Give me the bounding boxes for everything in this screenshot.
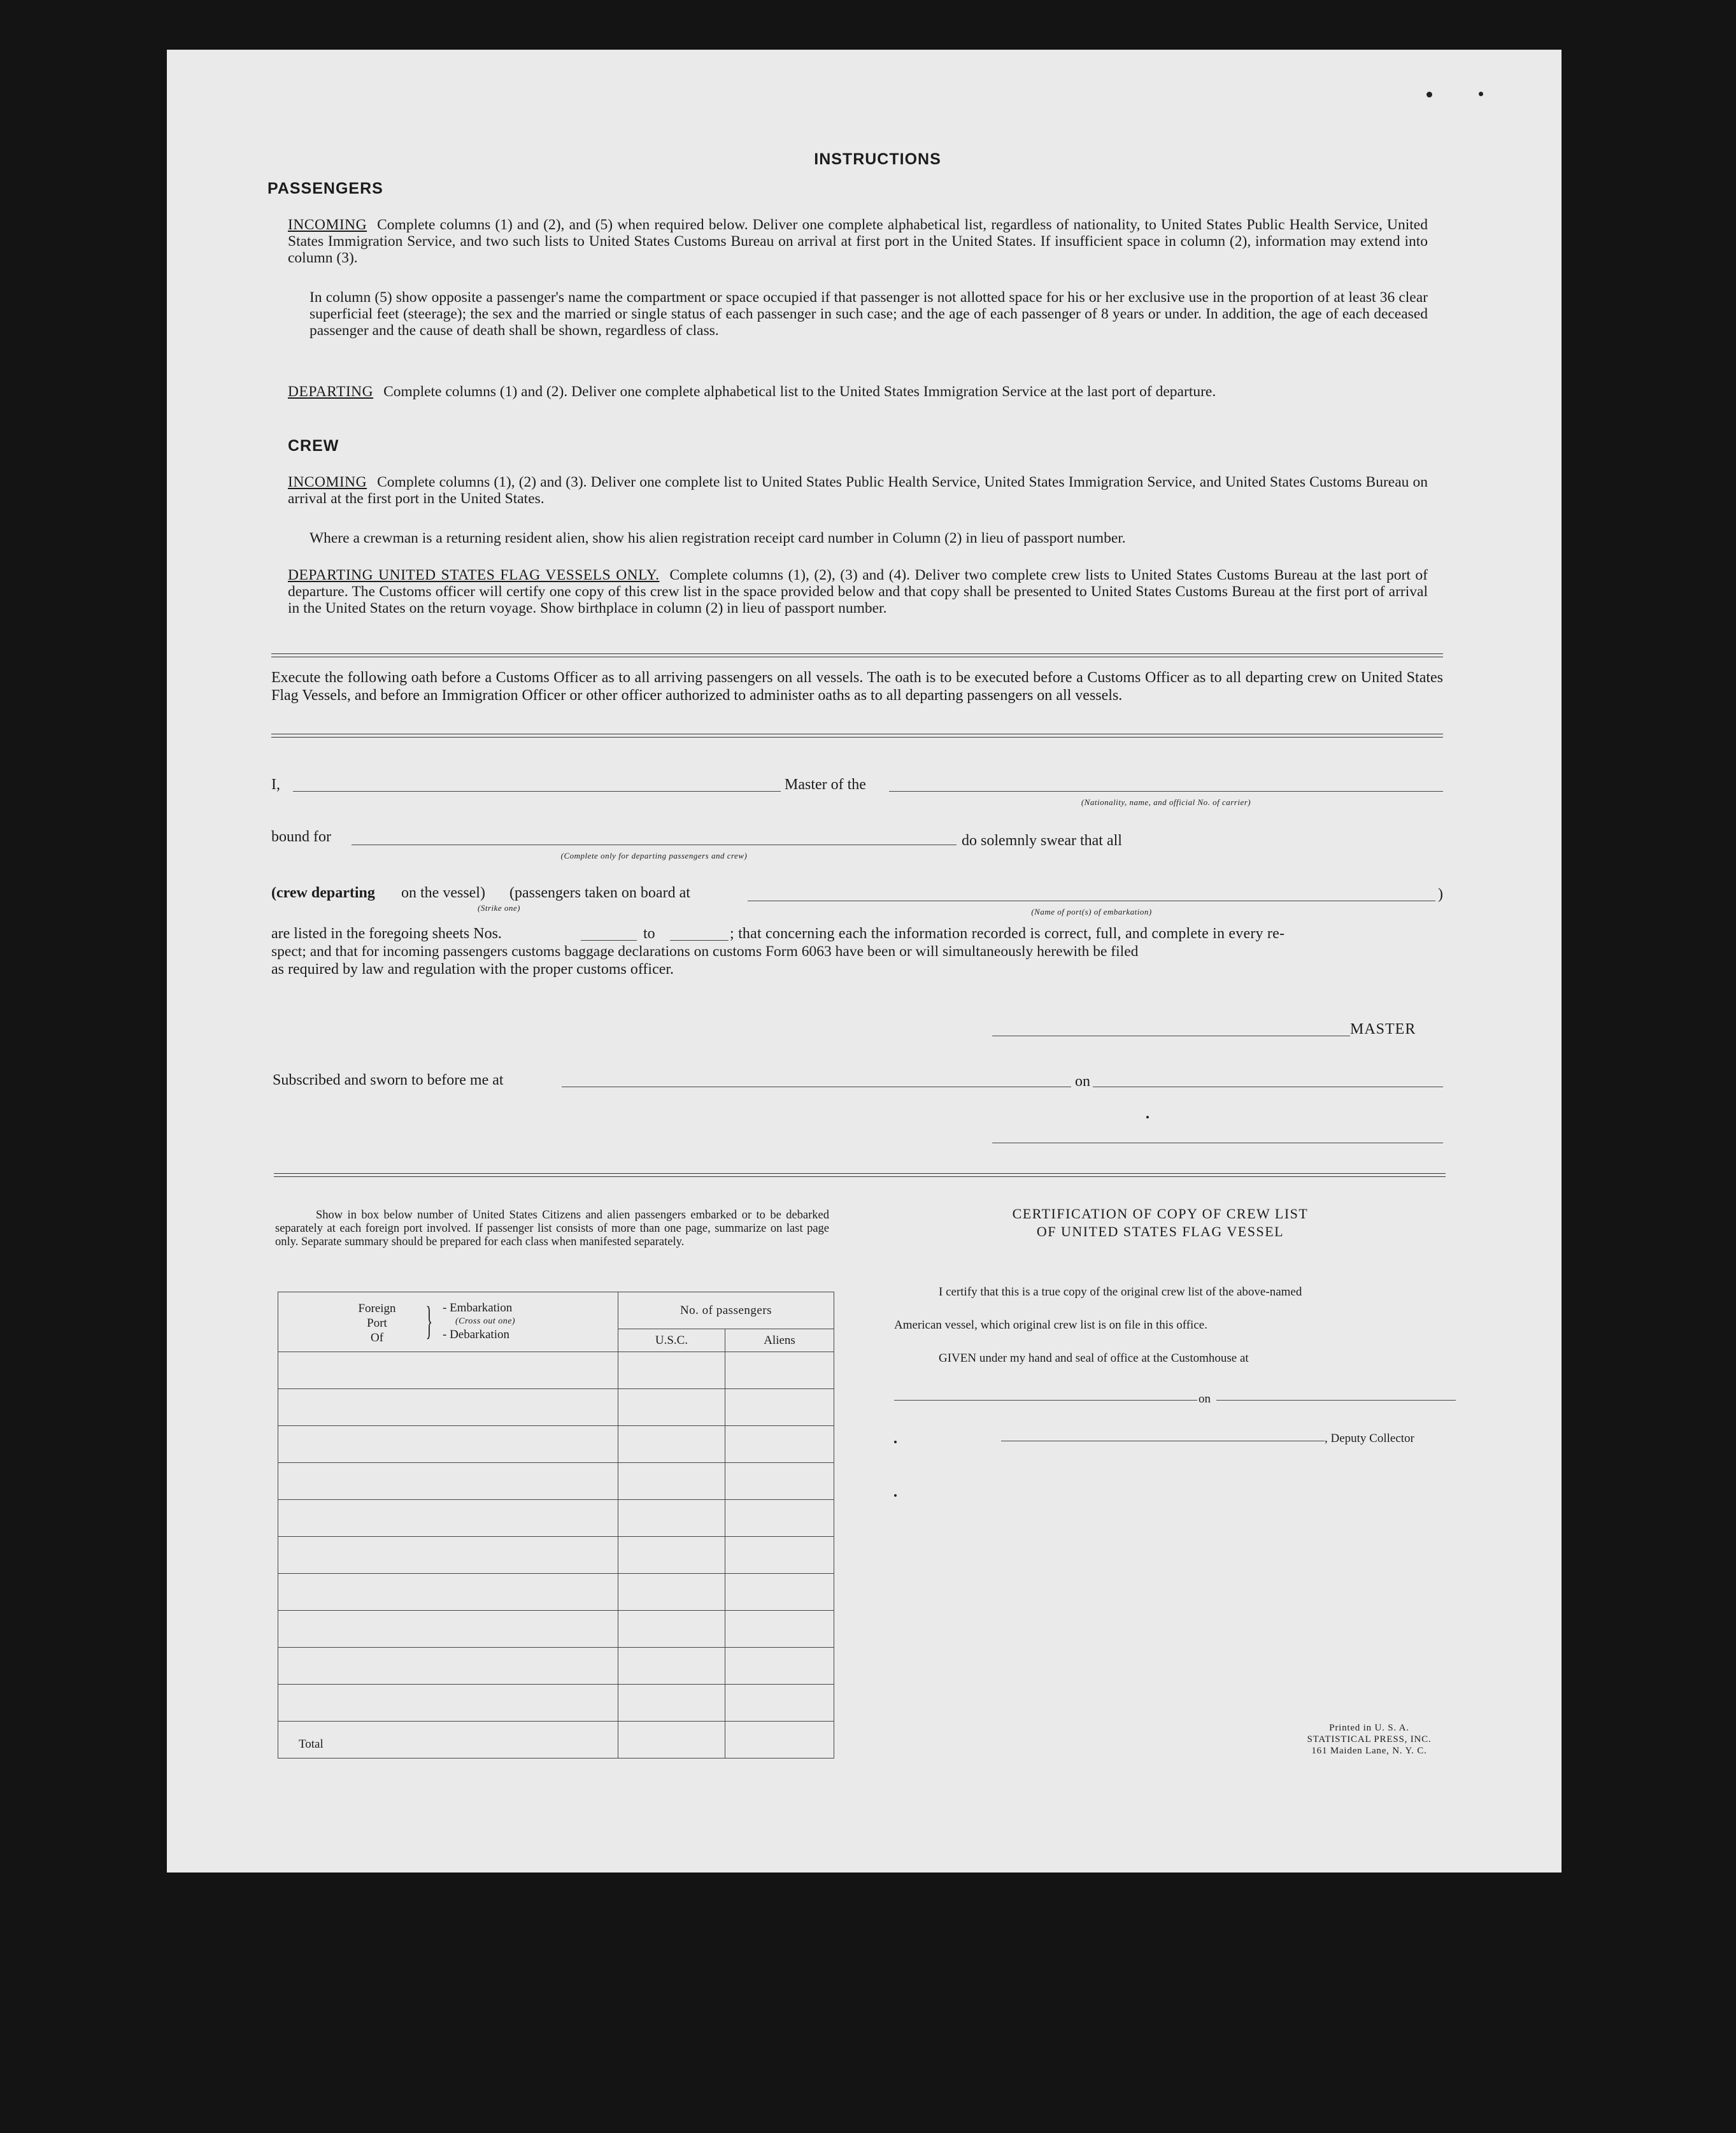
total-label: Total xyxy=(278,1722,618,1758)
port-cell[interactable] xyxy=(278,1537,618,1574)
no-of-passengers-header: No. of passengers xyxy=(618,1292,834,1329)
total-usc-cell[interactable] xyxy=(618,1722,725,1758)
form-page xyxy=(167,50,1562,1873)
port-cell[interactable] xyxy=(278,1500,618,1537)
aliens-cell[interactable] xyxy=(725,1648,834,1685)
printer-line-3: 161 Maiden Lane, N. Y. C. xyxy=(1311,1746,1427,1756)
port-cell[interactable] xyxy=(278,1574,618,1611)
aliens-cell[interactable] xyxy=(725,1685,834,1722)
passengers-departing-text: Complete columns (1) and (2). Deliver one complete alphabetical list to the United States Immigration Service at the last port of departure. xyxy=(383,383,1216,400)
passengers-column5-paragraph: In column (5) show opposite a passenger's name the compartment or space occupied if that passenger is not allotted space for his or her exclusive use in the proportion of at least 36 clear superficial feet (steerage); the sex and the married or single status of each passenger in such case; and the age of each passenger of 8 years or under. In addition, the age of each deceased passenger and the cause of death shall be shown, regardless of class. xyxy=(309,289,1428,339)
summary-instructions: Show in box below number of United States Citizens and alien passengers embarked or to be debarked separately at each foreign port involved. If passenger list consists of more than one page, summarize on last page only. Separate summary should be prepared for each class when manifested separately. xyxy=(275,1209,829,1248)
certification-title xyxy=(995,1205,1326,1241)
statement-line-1: ; that concerning each the information recorded is correct, full, and complete in every re- xyxy=(730,925,1285,942)
carrier-caption: (Nationality, name, and official No. of carrier) xyxy=(1081,797,1251,807)
usc-header: U.S.C. xyxy=(618,1329,725,1352)
port-cell[interactable] xyxy=(278,1352,618,1389)
scan-speck xyxy=(1479,92,1483,96)
cross-out-label: (Cross out one) xyxy=(455,1316,516,1326)
usc-cell[interactable] xyxy=(618,1426,725,1463)
master-label: MASTER xyxy=(1350,1021,1416,1038)
aliens-cell[interactable] xyxy=(725,1463,834,1500)
aliens-cell[interactable] xyxy=(725,1389,834,1426)
certification-date-field[interactable] xyxy=(1216,1400,1456,1401)
crew-departing-lead: DEPARTING UNITED STATES FLAG VESSELS ONLY. xyxy=(288,567,660,583)
divider-double xyxy=(271,653,1443,657)
crew-resident-alien-paragraph: Where a crewman is a returning resident alien, show his alien registration receipt card number in Column (2) in lieu of passport number. xyxy=(309,530,1126,546)
summary-table xyxy=(278,1292,834,1758)
strike-one-caption: (Strike one) xyxy=(478,903,521,913)
instructions-title: INSTRUCTIONS xyxy=(814,150,941,168)
scan-speck xyxy=(894,1494,897,1497)
are-listed-label: are listed in the foregoing sheets Nos. xyxy=(271,925,502,942)
printer-imprint xyxy=(1248,1722,1490,1757)
port-cell[interactable] xyxy=(278,1611,618,1648)
certification-on-label: on xyxy=(1199,1392,1211,1406)
usc-cell[interactable] xyxy=(618,1611,725,1648)
master-name-field[interactable] xyxy=(293,791,781,792)
certification-line-1: I certify that this is a true copy of the original crew list of the above-named xyxy=(939,1285,1302,1299)
aliens-cell[interactable] xyxy=(725,1574,834,1611)
summary-table-wrapper xyxy=(278,1292,834,1757)
total-aliens-cell[interactable] xyxy=(725,1722,834,1758)
usc-cell[interactable] xyxy=(618,1537,725,1574)
port-cell[interactable] xyxy=(278,1685,618,1722)
aliens-cell[interactable] xyxy=(725,1352,834,1389)
crew-incoming-lead: INCOMING xyxy=(288,474,367,490)
oath-i-label: I, xyxy=(271,776,280,793)
table-row xyxy=(278,1389,834,1426)
table-row xyxy=(278,1500,834,1537)
aliens-header: Aliens xyxy=(725,1329,834,1352)
to-label: to xyxy=(643,925,655,942)
aliens-cell[interactable] xyxy=(725,1500,834,1537)
port-cell[interactable] xyxy=(278,1389,618,1426)
scan-speck xyxy=(894,1441,897,1443)
passengers-taken-option: (passengers taken on board at xyxy=(509,885,690,901)
foreign-port-header xyxy=(278,1292,618,1352)
sheet-to-field[interactable] xyxy=(670,940,729,941)
statement-line-3: as required by law and regulation with the proper customs officer. xyxy=(271,961,674,978)
customhouse-field[interactable] xyxy=(894,1400,1197,1401)
certification-title-line-1: CERTIFICATION OF COPY OF CREW LIST xyxy=(1012,1206,1309,1222)
table-row xyxy=(278,1685,834,1722)
printer-line-2: STATISTICAL PRESS, INC. xyxy=(1307,1734,1432,1744)
printer-line-1: Printed in U. S. A. xyxy=(1329,1723,1409,1733)
table-row xyxy=(278,1426,834,1463)
usc-cell[interactable] xyxy=(618,1352,725,1389)
passengers-heading: PASSENGERS xyxy=(267,180,383,197)
master-of-the-label: Master of the xyxy=(785,776,866,793)
brace: } xyxy=(425,1299,433,1343)
foreign-label: Foreign xyxy=(358,1301,396,1315)
certification-title-line-2: OF UNITED STATES FLAG VESSEL xyxy=(1036,1223,1284,1239)
table-row xyxy=(278,1352,834,1389)
passengers-departing-paragraph xyxy=(288,383,1428,400)
scan-speck xyxy=(1427,92,1432,97)
usc-cell[interactable] xyxy=(618,1389,725,1426)
crew-incoming-text: Complete columns (1), (2) and (3). Deliver one complete list to United States Public Health Service, United States Immigration Service, and United States Customs Bureau on arrival at the first port in the United States. xyxy=(288,474,1428,507)
divider-double xyxy=(271,734,1443,738)
bound-for-caption: (Complete only for departing passengers and crew) xyxy=(560,851,748,860)
carrier-field[interactable] xyxy=(889,791,1443,792)
embarkation-label: - Embarkation xyxy=(443,1301,513,1315)
table-row xyxy=(278,1648,834,1685)
usc-cell[interactable] xyxy=(618,1648,725,1685)
passengers-incoming-paragraph xyxy=(288,217,1428,266)
port-cell[interactable] xyxy=(278,1648,618,1685)
debarkation-label: - Debarkation xyxy=(443,1327,509,1341)
certification-line-3: GIVEN under my hand and seal of office at the Customhouse at xyxy=(939,1352,1249,1365)
usc-cell[interactable] xyxy=(618,1500,725,1537)
solemnly-swear-label: do solemnly swear that all xyxy=(962,832,1122,849)
crew-departing-text: Complete columns (1), (2), (3) and (4). Deliver two complete crew lists to United States Customs Bureau at the last port of departure. The Customs officer will certify one copy of this crew list in the space provided below and that copy shall be presented to United States Customs Bureau at the first port of arrival in the United States on the return voyage. Show birthplace in column (2) in lieu of passport number. xyxy=(288,567,1428,617)
crew-departing-paragraph xyxy=(288,567,1428,617)
bound-for-label: bound for xyxy=(271,829,331,845)
table-row xyxy=(278,1463,834,1500)
table-row xyxy=(278,1537,834,1574)
aliens-cell[interactable] xyxy=(725,1611,834,1648)
oath-intro: Execute the following oath before a Customs Officer as to all arriving passengers on all vessels. The oath is to be executed before a Customs Officer as to all departing crew on United States Flag Vessels, and before an Immigration Officer or other officer authorized to administer oaths as to all departing passengers on all vessels. xyxy=(271,669,1443,704)
crew-departing-option: (crew departing xyxy=(271,885,375,901)
close-paren: ) xyxy=(1438,886,1443,902)
port-caption: (Name of port(s) of embarkation) xyxy=(1031,907,1152,917)
table-row xyxy=(278,1574,834,1611)
usc-cell[interactable] xyxy=(618,1574,725,1611)
aliens-cell[interactable] xyxy=(725,1426,834,1463)
passengers-incoming-text: Complete columns (1) and (2), and (5) when required below. Deliver one complete alphabetical list, regardless of nationality, to United States Public Health Service, United States Immigration Service, and two such lists to United States Customs Bureau on arrival at first port in the United States. If insufficient space in column (2), information may extend into column (3). xyxy=(288,217,1428,266)
usc-cell[interactable] xyxy=(618,1463,725,1500)
certification-line-2: American vessel, which original crew list is on file in this office. xyxy=(894,1318,1207,1332)
of-label: Of xyxy=(370,1330,384,1345)
crew-heading: CREW xyxy=(288,437,339,455)
table-row xyxy=(278,1611,834,1648)
statement-line-2: spect; and that for incoming passengers customs baggage declarations on customs Form 6063 have been or will simultaneously herewith be filed xyxy=(271,943,1139,960)
subscribed-label: Subscribed and sworn to before me at xyxy=(273,1072,504,1088)
sworn-on-label: on xyxy=(1075,1073,1090,1090)
on-the-vessel-label: on the vessel) xyxy=(401,885,485,901)
port-label: Port xyxy=(367,1316,387,1330)
total-row xyxy=(278,1722,834,1758)
port-cell[interactable] xyxy=(278,1463,618,1500)
usc-cell[interactable] xyxy=(618,1685,725,1722)
port-cell[interactable] xyxy=(278,1426,618,1463)
aliens-cell[interactable] xyxy=(725,1537,834,1574)
sheet-from-field[interactable] xyxy=(581,940,637,941)
deputy-collector-label: , Deputy Collector xyxy=(1325,1432,1414,1445)
passengers-departing-lead: DEPARTING xyxy=(288,383,374,400)
crew-incoming-paragraph xyxy=(288,474,1428,507)
divider-double xyxy=(274,1173,1446,1177)
scan-speck xyxy=(1146,1116,1149,1118)
passengers-incoming-lead: INCOMING xyxy=(288,217,367,233)
